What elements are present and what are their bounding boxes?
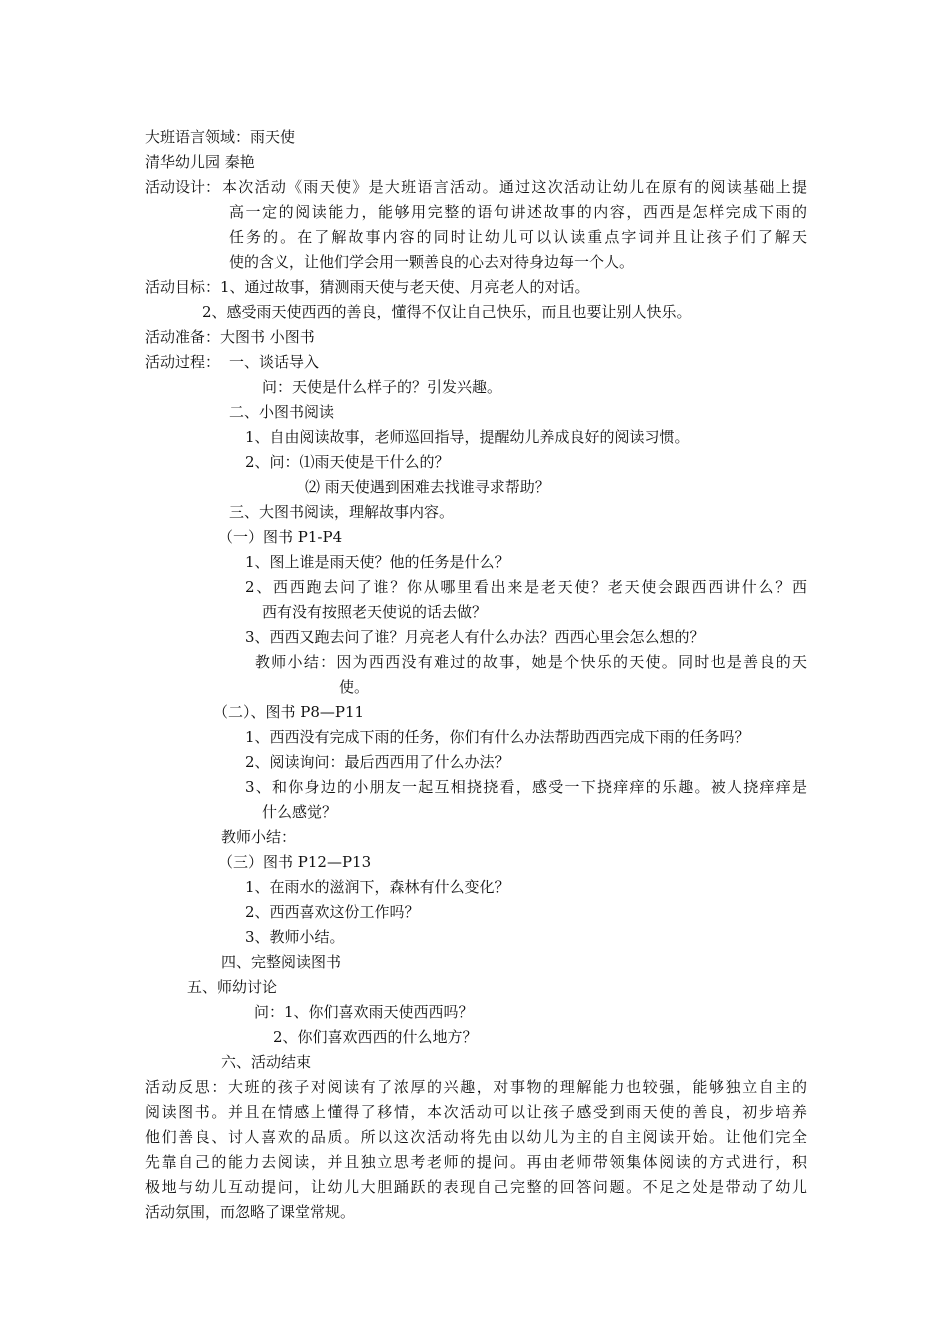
list-item: 1、自由阅读故事，老师巡回指导，提醒幼儿养成良好的阅读习惯。 xyxy=(245,428,690,446)
subsection-heading: （三）图书 P12—P13 xyxy=(218,853,372,871)
list-item: 1、图上谁是雨天使？他的任务是什么？ xyxy=(245,553,510,571)
design-text-line: 任务的。在了解故事内容的同时让幼儿可以认读重点字词并且让孩子们了解天 xyxy=(229,228,807,246)
list-item: 2、问：⑴雨天使是干什么的？ xyxy=(245,453,450,471)
list-item: 3、和你身边的小朋友一起互相挠挠看，感受一下挠痒痒的乐趣。被人挠痒痒是 xyxy=(245,778,807,796)
reflection-line: 先靠自己的能力去阅读，并且独立思考老师的提问。再由老师带领集体阅读的方式进行，积 xyxy=(145,1153,807,1171)
list-item: 1、在雨水的滋润下，森林有什么变化？ xyxy=(245,878,510,896)
list-item: 2、阅读询问：最后西西用了什么办法？ xyxy=(245,753,510,771)
prep-line: 活动准备：大图书 小图书 xyxy=(145,328,315,346)
reflection-line: 活动反思：大班的孩子对阅读有了浓厚的兴趣，对事物的理解能力也较强，能够独立自主的 xyxy=(145,1078,807,1096)
teacher-summary: 使。 xyxy=(339,678,370,696)
subsection-heading: （一）图书 P1-P4 xyxy=(218,528,343,546)
question-line: 2、你们喜欢西西的什么地方？ xyxy=(273,1028,478,1046)
design-text-line: 使的含义，让他们学会用一颗善良的心去对待身边每一个人。 xyxy=(229,253,635,271)
goal-item: 2、感受雨天使西西的善良，懂得不仅让自己快乐，而且也要让别人快乐。 xyxy=(202,303,692,321)
list-item: 什么感觉？ xyxy=(262,803,338,821)
question-line: 问：1、你们喜欢雨天使西西吗？ xyxy=(254,1003,474,1021)
list-item: 3、西西又跑去问了谁？月亮老人有什么办法？西西心里会怎么想的？ xyxy=(245,628,705,646)
list-item: 西有没有按照老天使说的话去做？ xyxy=(262,603,488,621)
design-label: 活动设计： xyxy=(145,178,221,196)
reflection-line: 阅读图书。并且在情感上懂得了移情，本次活动可以让孩子感受到雨天使的善良，初步培养 xyxy=(145,1103,807,1121)
subsection-heading: （二）、图书 P8—P11 xyxy=(213,703,365,721)
goal-item: 1、通过故事，猜测雨天使与老天使、月亮老人的对话。 xyxy=(220,278,590,296)
process-label: 活动过程： xyxy=(145,353,221,371)
reflection-line: 活动氛围，而忽略了课堂常规。 xyxy=(145,1203,356,1221)
design-text-line: 本次活动《雨天使》是大班语言活动。通过这次活动让幼儿在原有的阅读基础上提 xyxy=(222,178,807,196)
list-item: 2、西西跑去问了谁？你从哪里看出来是老天使？老天使会跟西西讲什么？西 xyxy=(245,578,807,596)
section-heading: 四、完整阅读图书 xyxy=(221,953,342,971)
list-item: 3、教师小结。 xyxy=(245,928,345,946)
question-line: 问：天使是什么样子的？引发兴趣。 xyxy=(262,378,503,396)
section-heading: 一、谈话导入 xyxy=(229,353,320,371)
teacher-summary: 教师小结： xyxy=(221,828,297,846)
design-text-line: 高一定的阅读能力，能够用完整的语句讲述故事的内容，西西是怎样完成下雨的 xyxy=(229,203,807,221)
list-item: 1、西西没有完成下雨的任务，你们有什么办法帮助西西完成下雨的任务吗？ xyxy=(245,728,750,746)
section-heading: 三、大图书阅读，理解故事内容。 xyxy=(229,503,455,521)
reflection-line: 他们善良、讨人喜欢的品质。所以这次活动将先由以幼儿为主的自主阅读开始。让他们完全 xyxy=(145,1128,807,1146)
author-line: 清华幼儿园 秦艳 xyxy=(145,153,255,171)
section-heading: 二、小图书阅读 xyxy=(229,403,335,421)
list-item: 2、西西喜欢这份工作吗？ xyxy=(245,903,420,921)
doc-title: 大班语言领域：雨天使 xyxy=(145,128,296,146)
reflection-line: 极地与幼儿互动提问，让幼儿大胆踊跃的表现自己完整的回答问题。不足之处是带动了幼儿 xyxy=(145,1178,807,1196)
goals-label: 活动目标： xyxy=(145,278,221,296)
section-heading: 六、活动结束 xyxy=(221,1053,312,1071)
list-item: ⑵ 雨天使遇到困难去找谁寻求帮助？ xyxy=(305,478,550,496)
section-heading: 五、师幼讨论 xyxy=(187,978,278,996)
teacher-summary: 教师小结：因为西西没有难过的故事，她是个快乐的天使。同时也是善良的天 xyxy=(255,653,807,671)
